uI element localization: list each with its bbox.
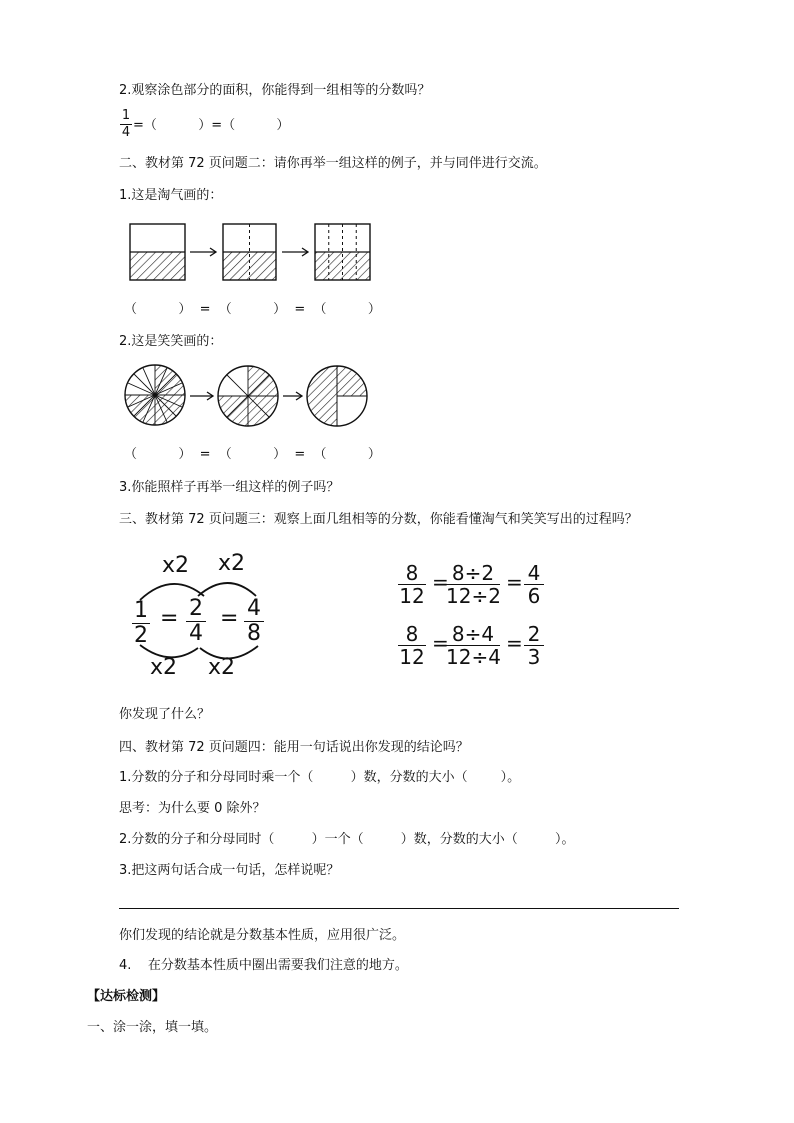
- fraction-denominator: 12÷2: [446, 584, 501, 608]
- fraction-denominator: 2: [134, 623, 148, 648]
- hw-fraction: [398, 624, 426, 667]
- fraction-numerator: 1: [134, 598, 148, 623]
- question-2-text: 2.观察涂色部分的面积，你能得到一组相等的分数吗？: [119, 83, 431, 98]
- fraction-numerator: 8÷2: [451, 561, 495, 585]
- answer-line[interactable]: [119, 908, 679, 909]
- section-4-item-4: 4. 在分数基本性质中圈出需要我们注意的地方。: [119, 958, 408, 973]
- fraction-numerator: 2: [527, 622, 541, 646]
- section-4-item-2: 2.分数的分子和分母同时（ ）一个（ ）数，分数的大小（ ）。: [119, 832, 575, 847]
- fraction-numerator: 4: [527, 561, 541, 585]
- fraction-denominator: 4: [189, 621, 203, 646]
- hw-times-label: x2: [150, 655, 178, 680]
- fraction-numerator: 8: [405, 622, 419, 646]
- fraction-numerator: 8÷4: [451, 622, 495, 646]
- conclusion-text: 你们发现的结论就是分数基本性质，应用很广泛。: [119, 928, 406, 943]
- hw-times-label: x2: [208, 655, 236, 680]
- hw-fraction: [524, 563, 544, 606]
- fraction-numerator: 8: [405, 561, 419, 585]
- section-3-title: 三、教材第 72 页问题三：观察上面几组相等的分数，你能看懂淘气和笑笑写出的过程吗？: [119, 512, 638, 527]
- fraction-numerator: 1: [121, 108, 131, 123]
- hw-fraction: [446, 563, 500, 606]
- hw-fraction: [524, 624, 544, 667]
- hw-fraction: [446, 624, 500, 667]
- hw-equals: =: [432, 631, 449, 655]
- section-2-item-2: 2.这是笑笑画的：: [119, 334, 223, 349]
- question-2-blanks: =（ ）=（ ）: [133, 118, 290, 133]
- hw-times-label: x2: [218, 551, 246, 576]
- section-4-item-1: 1.分数的分子和分母同时乘一个（ ）数，分数的大小（ ）。: [119, 770, 521, 785]
- section-2-item-1-blanks: （ ） = （ ） = （ ）: [124, 302, 381, 317]
- section-2-item-2-blanks: （ ） = （ ） = （ ）: [124, 447, 381, 462]
- check-item-1: 一、涂一涂，填一填。: [87, 1020, 218, 1035]
- hw-equals: =: [506, 631, 523, 655]
- found-what-question: 你发现了什么？: [119, 707, 211, 722]
- fraction-denominator: 4: [121, 125, 131, 140]
- hw-equals: =: [506, 570, 523, 594]
- fraction-denominator: 12: [399, 645, 425, 669]
- section-2-item-1: 1.这是淘气画的：: [119, 188, 223, 203]
- hw-equals: =: [432, 570, 449, 594]
- check-section-title: 【达标检测】: [87, 989, 166, 1004]
- hw-equals: =: [220, 606, 239, 631]
- section-4-think: 思考：为什么要 0 除外？: [119, 801, 266, 816]
- hw-fraction: [398, 563, 426, 606]
- fraction-denominator: 8: [247, 621, 261, 646]
- section-4-item-3: 3.把这两句话合成一句话，怎样说呢？: [119, 863, 340, 878]
- fraction-denominator: 12÷4: [446, 645, 501, 669]
- hw-equals: =: [160, 606, 179, 631]
- fraction-numerator: 2: [189, 596, 203, 621]
- fraction-denominator: 6: [527, 584, 541, 608]
- hw-times-label: x2: [162, 553, 190, 578]
- fraction-denominator: 12: [399, 584, 425, 608]
- fraction-denominator: 3: [527, 645, 541, 669]
- fraction-numerator: 4: [247, 596, 261, 621]
- section-2-title: 二、教材第 72 页问题二：请你再举一组这样的例子，并与同伴进行交流。: [119, 156, 547, 171]
- section-4-title: 四、教材第 72 页问题四：能用一句话说出你发现的结论吗？: [119, 740, 469, 755]
- section-2-item-3: 3.你能照样子再举一组这样的例子吗？: [119, 480, 340, 495]
